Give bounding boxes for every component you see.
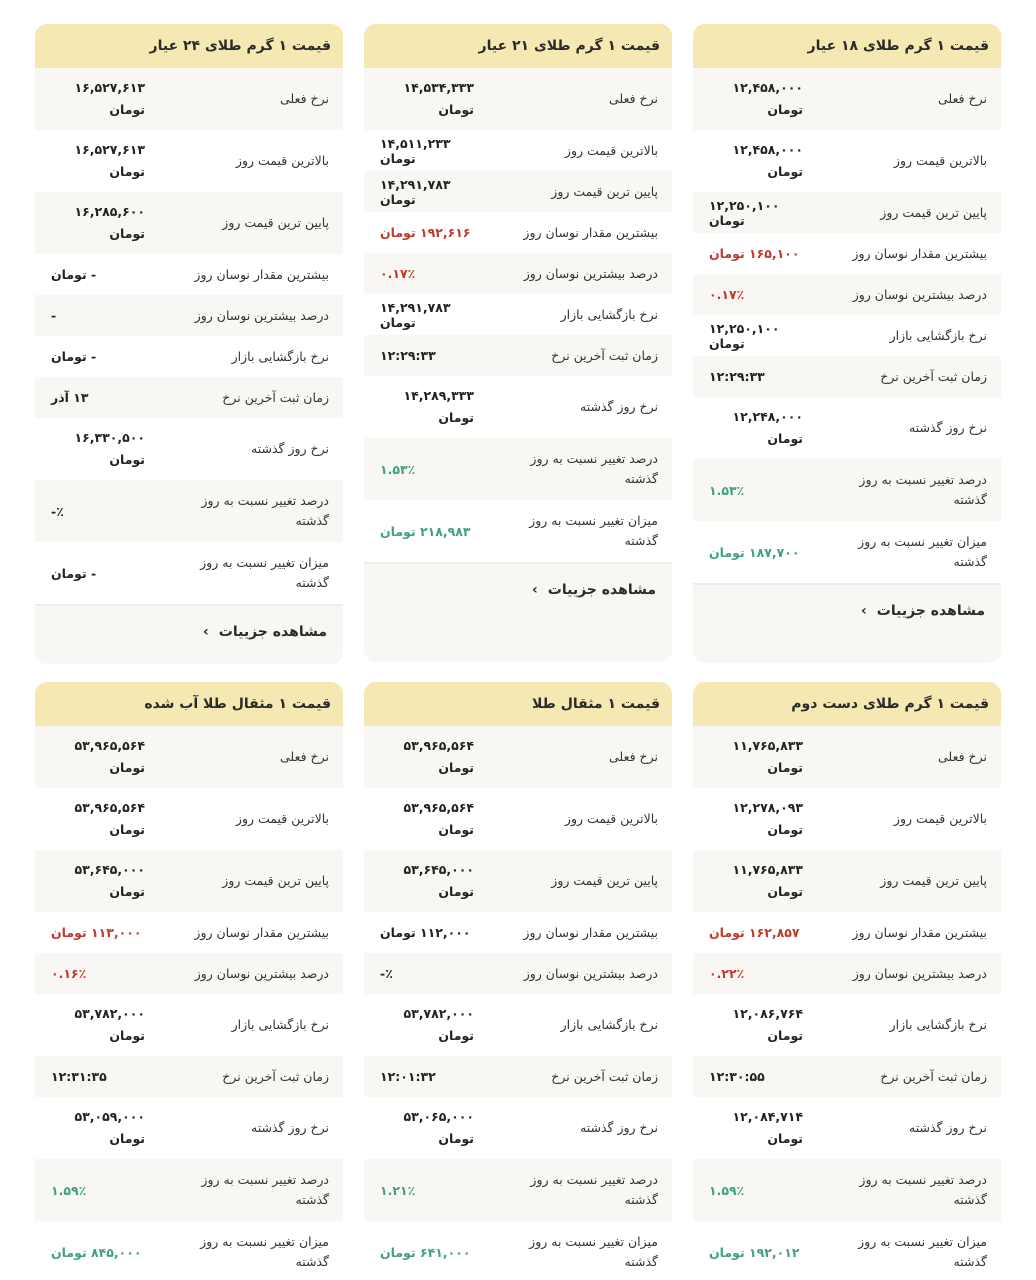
row-label: بالاترین قیمت روز — [564, 142, 658, 158]
row-value — [693, 1106, 803, 1150]
row-current — [35, 726, 343, 788]
row-value: ۱.۵۹٪ — [51, 1182, 87, 1198]
row-label: بیشترین مقدار نوسان روز — [194, 266, 329, 282]
value-number: ۱۲,۴۵۸,۰۰۰ — [732, 142, 803, 157]
row-last-time — [364, 1056, 672, 1097]
row-value — [35, 139, 145, 183]
row-value: ۱۲,۲۵۰,۱۰۰ تومان — [709, 320, 780, 351]
row-value — [364, 735, 474, 779]
row-value: ۸۴۵,۰۰۰ تومان — [51, 1244, 142, 1260]
row-label: بیشترین مقدار نوسان روز — [852, 245, 987, 261]
row-change-pct — [35, 480, 343, 542]
row-value: ۰.۱۷٪ — [709, 287, 745, 302]
value-number: ۵۳,۹۶۵,۵۶۴ — [403, 800, 474, 815]
row-label: درصد بیشترین نوسان روز — [194, 307, 329, 323]
card-title: قیمت ۱ گرم طلای دست دوم — [693, 682, 1001, 726]
row-change-pct — [35, 1159, 343, 1221]
row-label: نرخ بازگشایی بازار — [231, 1017, 329, 1032]
row-max-swing-pct — [35, 295, 343, 336]
details-label[interactable]: مشاهده جزییات — [547, 582, 656, 598]
value-number: ۱۶,۵۲۷,۶۱۳ — [74, 80, 145, 95]
row-value: ۱۱۳,۰۰۰ تومان — [51, 925, 142, 940]
value-unit: تومان — [438, 884, 474, 899]
row-value: - — [51, 308, 57, 323]
row-high — [364, 130, 672, 171]
row-change-pct — [364, 1159, 672, 1221]
row-value: ۰.۲۲٪ — [709, 966, 745, 981]
row-low — [693, 192, 1001, 233]
row-low — [364, 171, 672, 212]
value-number: ۵۳,۷۸۲,۰۰۰ — [403, 1006, 474, 1021]
row-label: نرخ بازگشایی بازار — [231, 348, 329, 364]
row-current — [364, 726, 672, 788]
row-label: نرخ روز گذشته — [909, 1120, 987, 1135]
row-label: زمان ثبت آخرین نرخ — [551, 1068, 658, 1084]
row-prev — [35, 1097, 343, 1159]
row-label: بیشترین مقدار نوسان روز — [194, 924, 329, 940]
row-low — [364, 850, 672, 912]
row-value: - تومان — [51, 349, 97, 364]
value-number: ۱۲,۰۸۶,۷۶۴ — [732, 1006, 803, 1021]
row-value — [693, 735, 803, 779]
value-unit: تومان — [438, 822, 474, 837]
row-value — [35, 427, 145, 471]
row-value: ۲۱۸,۹۸۳ تومان — [380, 523, 471, 539]
row-value — [364, 859, 474, 903]
details-link[interactable] — [35, 604, 343, 664]
row-value: - تومان — [51, 565, 97, 581]
row-value — [693, 406, 803, 450]
row-value — [364, 1003, 474, 1047]
row-label: درصد بیشترین نوسان روز — [852, 286, 987, 302]
value-unit: تومان — [767, 102, 803, 117]
row-value: ۱۶۲,۸۵۷ تومان — [709, 925, 800, 940]
value-unit: تومان — [438, 102, 474, 117]
row-open — [693, 315, 1001, 356]
value-unit: تومان — [109, 760, 145, 775]
row-high — [693, 788, 1001, 850]
row-value: ۱۶۵,۱۰۰ تومان — [709, 246, 800, 261]
row-current — [693, 726, 1001, 788]
row-change-pct — [693, 459, 1001, 521]
card-title: قیمت ۱ مثقال طلا آب شده — [35, 682, 343, 726]
row-label: پایین ترین قیمت روز — [222, 873, 329, 888]
row-low — [35, 192, 343, 254]
row-value — [364, 385, 474, 429]
value-number: ۵۳,۰۵۹,۰۰۰ — [74, 1109, 145, 1124]
row-prev — [364, 1097, 672, 1159]
row-value — [364, 797, 474, 841]
chevron-left-icon: › — [203, 624, 209, 640]
row-label: نرخ فعلی — [609, 749, 658, 764]
row-prev — [693, 1097, 1001, 1159]
value-number: ۵۳,۹۶۵,۵۶۴ — [403, 738, 474, 753]
row-high — [35, 788, 343, 850]
value-number: ۵۳,۰۶۵,۰۰۰ — [403, 1109, 474, 1124]
row-label: زمان ثبت آخرین نرخ — [880, 1068, 987, 1084]
card-title: قیمت ۱ گرم طلای ۱۸ عیار — [693, 24, 1001, 68]
row-label: بالاترین قیمت روز — [893, 153, 987, 168]
row-current — [35, 68, 343, 130]
row-max-swing-pct — [364, 253, 672, 294]
value-number: ۱۱,۷۶۵,۸۳۳ — [732, 862, 803, 877]
row-label: پایین ترین قیمت روز — [880, 204, 987, 220]
row-value: ۱۲:۲۹:۳۳ — [380, 348, 436, 363]
row-label: درصد بیشترین نوسان روز — [523, 965, 658, 981]
row-value: ۱۴,۲۹۱,۷۸۳ تومان — [380, 176, 451, 207]
value-number: ۱۶,۵۲۷,۶۱۳ — [74, 142, 145, 157]
row-max-swing-pct — [35, 953, 343, 994]
row-label: نرخ فعلی — [280, 91, 329, 106]
value-number: ۵۳,۷۸۲,۰۰۰ — [74, 1006, 145, 1021]
value-number: ۱۶,۳۳۰,۵۰۰ — [74, 430, 145, 445]
card-title: قیمت ۱ گرم طلای ۲۴ عیار — [35, 24, 343, 68]
value-number: ۱۲,۴۵۸,۰۰۰ — [732, 80, 803, 95]
value-number: ۵۳,۶۴۵,۰۰۰ — [403, 862, 474, 877]
row-open — [35, 336, 343, 377]
row-value — [693, 797, 803, 841]
row-label: نرخ بازگشایی بازار — [889, 1017, 987, 1032]
row-label: میزان تغییر نسبت به روز گذشته — [529, 1234, 658, 1269]
details-label[interactable]: مشاهده جزییات — [218, 624, 327, 640]
row-low — [693, 850, 1001, 912]
card-gold-24k — [35, 24, 343, 664]
row-label: میزان تغییر نسبت به روز گذشته — [200, 1234, 329, 1269]
row-change-pct — [364, 438, 672, 500]
value-unit: تومان — [109, 164, 145, 179]
row-label: میزان تغییر نسبت به روز گذشته — [858, 534, 987, 569]
card-gold-mesghal — [364, 682, 672, 1280]
row-label: درصد بیشترین نوسان روز — [523, 265, 658, 281]
row-max-swing-pct — [693, 953, 1001, 994]
chevron-left-icon: › — [861, 603, 867, 619]
row-value — [35, 735, 145, 779]
row-label: نرخ فعلی — [609, 91, 658, 106]
row-prev — [364, 376, 672, 438]
card-gold-21k — [364, 24, 672, 662]
row-last-time — [364, 335, 672, 376]
row-value: ۱.۵۹٪ — [709, 1182, 745, 1198]
row-open — [364, 994, 672, 1056]
row-value: ۱۲:۰۱:۳۲ — [380, 1069, 436, 1084]
details-link[interactable] — [364, 562, 672, 662]
row-value: ۱۱۲,۰۰۰ تومان — [380, 925, 471, 940]
row-max-swing — [35, 254, 343, 295]
value-unit: تومان — [109, 226, 145, 241]
value-number: ۱۱,۷۶۵,۸۳۳ — [732, 738, 803, 753]
row-value: ۱۲,۲۵۰,۱۰۰ تومان — [709, 197, 780, 228]
row-low — [35, 850, 343, 912]
row-label: نرخ فعلی — [938, 749, 987, 764]
value-unit: تومان — [109, 102, 145, 117]
row-value — [364, 1106, 474, 1150]
row-value: ۱.۲۱٪ — [380, 1182, 416, 1198]
row-value: ۱.۵۳٪ — [380, 461, 416, 477]
details-link[interactable] — [693, 583, 1001, 663]
chevron-left-icon: › — [532, 582, 538, 598]
row-value: ۱۲:۲۹:۳۳ — [709, 369, 765, 384]
row-label: پایین ترین قیمت روز — [880, 873, 987, 888]
row-value: ۱۸۷,۷۰۰ تومان — [709, 544, 800, 560]
row-label: بالاترین قیمت روز — [564, 811, 658, 826]
row-value: ۱۹۲,۰۱۲ تومان — [709, 1244, 800, 1260]
row-change-amt — [35, 1221, 343, 1280]
row-value: ۱۹۲,۶۱۶ تومان — [380, 225, 471, 240]
row-label: زمان ثبت آخرین نرخ — [880, 368, 987, 384]
row-label: بیشترین مقدار نوسان روز — [852, 924, 987, 940]
row-change-pct — [693, 1159, 1001, 1221]
row-value: ۰.۱۶٪ — [51, 966, 87, 981]
row-value: ۱۳ آذر — [51, 390, 89, 405]
row-label: نرخ روز گذشته — [251, 441, 329, 456]
value-unit: تومان — [109, 1028, 145, 1043]
value-unit: تومان — [109, 1131, 145, 1146]
row-label: نرخ روز گذشته — [580, 399, 658, 414]
row-label: نرخ روز گذشته — [251, 1120, 329, 1135]
row-change-amt — [693, 1221, 1001, 1280]
row-label: بالاترین قیمت روز — [893, 811, 987, 826]
value-number: ۱۲,۰۸۴,۷۱۴ — [732, 1109, 803, 1124]
card-title: قیمت ۱ مثقال طلا — [364, 682, 672, 726]
row-label: زمان ثبت آخرین نرخ — [551, 347, 658, 363]
value-number: ۱۴,۵۳۴,۳۳۳ — [403, 80, 474, 95]
value-unit: تومان — [767, 431, 803, 446]
row-label: درصد تغییر نسبت به روز گذشته — [859, 1172, 987, 1207]
details-label[interactable]: مشاهده جزییات — [876, 603, 985, 619]
row-max-swing — [693, 233, 1001, 274]
row-last-time — [693, 1056, 1001, 1097]
row-label: بیشترین مقدار نوسان روز — [523, 224, 658, 240]
row-last-time — [693, 356, 1001, 397]
row-label: میزان تغییر نسبت به روز گذشته — [200, 555, 329, 590]
card-gold-18k — [693, 24, 1001, 663]
row-label: پایین ترین قیمت روز — [551, 873, 658, 888]
row-value: ۶۴۱,۰۰۰ تومان — [380, 1244, 471, 1260]
row-value: ۱.۵۳٪ — [709, 482, 745, 498]
row-value — [35, 201, 145, 245]
row-last-time — [35, 377, 343, 418]
row-label: نرخ فعلی — [280, 749, 329, 764]
row-value: ۱۴,۵۱۱,۲۳۳ تومان — [380, 135, 451, 166]
row-max-swing-pct — [364, 953, 672, 994]
row-last-time — [35, 1056, 343, 1097]
row-label: نرخ فعلی — [938, 91, 987, 106]
row-value — [693, 139, 803, 183]
row-label: بالاترین قیمت روز — [235, 811, 329, 826]
value-unit: تومان — [767, 1028, 803, 1043]
value-number: ۱۶,۲۸۵,۶۰۰ — [74, 204, 145, 219]
value-unit: تومان — [767, 822, 803, 837]
row-label: میزان تغییر نسبت به روز گذشته — [858, 1234, 987, 1269]
row-change-amt — [364, 1221, 672, 1280]
row-value — [35, 1106, 145, 1150]
row-value: ۱۴,۲۹۱,۷۸۳ تومان — [380, 299, 451, 330]
row-max-swing — [35, 912, 343, 953]
value-number: ۵۳,۶۴۵,۰۰۰ — [74, 862, 145, 877]
row-label: زمان ثبت آخرین نرخ — [222, 389, 329, 405]
value-unit: تومان — [109, 452, 145, 467]
row-value: ۰.۱۷٪ — [380, 266, 416, 281]
row-max-swing — [364, 912, 672, 953]
row-change-amt — [364, 500, 672, 562]
card-gold-second-hand — [693, 682, 1001, 1280]
value-unit: تومان — [767, 164, 803, 179]
row-label: درصد بیشترین نوسان روز — [852, 965, 987, 981]
row-label: میزان تغییر نسبت به روز گذشته — [529, 513, 658, 548]
row-high — [693, 130, 1001, 192]
value-number: ۵۳,۹۶۵,۵۶۴ — [74, 738, 145, 753]
row-prev — [693, 397, 1001, 459]
row-value — [693, 77, 803, 121]
row-high — [364, 788, 672, 850]
value-unit: تومان — [438, 1028, 474, 1043]
row-open — [693, 994, 1001, 1056]
row-label: نرخ روز گذشته — [580, 1120, 658, 1135]
row-label: درصد تغییر نسبت به روز گذشته — [530, 1172, 658, 1207]
row-label: بالاترین قیمت روز — [235, 153, 329, 168]
row-label: درصد بیشترین نوسان روز — [194, 965, 329, 981]
row-label: پایین ترین قیمت روز — [551, 183, 658, 199]
row-value — [35, 859, 145, 903]
row-label: نرخ بازگشایی بازار — [560, 1017, 658, 1032]
row-label: درصد تغییر نسبت به روز گذشته — [201, 493, 329, 528]
value-number: ۱۲,۲۷۸,۰۹۳ — [732, 800, 803, 815]
value-unit: تومان — [438, 410, 474, 425]
row-change-amt — [693, 521, 1001, 583]
row-label: نرخ بازگشایی بازار — [560, 306, 658, 322]
row-max-swing-pct — [693, 274, 1001, 315]
row-value: - تومان — [51, 267, 97, 282]
row-value — [35, 797, 145, 841]
value-number: ۵۳,۹۶۵,۵۶۴ — [74, 800, 145, 815]
row-value — [35, 77, 145, 121]
row-label: درصد تغییر نسبت به روز گذشته — [859, 472, 987, 507]
row-open — [35, 994, 343, 1056]
row-value — [35, 1003, 145, 1047]
row-change-amt — [35, 542, 343, 604]
row-value: ٪- — [380, 966, 393, 981]
row-current — [364, 68, 672, 130]
row-value — [364, 77, 474, 121]
row-high — [35, 130, 343, 192]
value-unit: تومان — [438, 760, 474, 775]
value-unit: تومان — [109, 884, 145, 899]
value-unit: تومان — [767, 1131, 803, 1146]
row-prev — [35, 418, 343, 480]
row-value — [693, 1003, 803, 1047]
value-number: ۱۴,۲۸۹,۳۳۳ — [403, 388, 474, 403]
row-label: نرخ روز گذشته — [909, 420, 987, 435]
row-label: بیشترین مقدار نوسان روز — [523, 924, 658, 940]
row-max-swing — [693, 912, 1001, 953]
row-value: ۱۲:۳۱:۳۵ — [51, 1069, 107, 1084]
row-value: ٪- — [51, 503, 64, 519]
row-label: درصد تغییر نسبت به روز گذشته — [530, 451, 658, 486]
card-gold-melted-mesghal — [35, 682, 343, 1280]
card-title: قیمت ۱ گرم طلای ۲۱ عیار — [364, 24, 672, 68]
row-max-swing — [364, 212, 672, 253]
row-value: ۱۲:۳۰:۵۵ — [709, 1069, 765, 1084]
row-label: زمان ثبت آخرین نرخ — [222, 1068, 329, 1084]
row-current — [693, 68, 1001, 130]
value-number: ۱۲,۲۴۸,۰۰۰ — [732, 409, 803, 424]
row-label: پایین ترین قیمت روز — [222, 215, 329, 230]
value-unit: تومان — [767, 884, 803, 899]
row-value — [693, 859, 803, 903]
value-unit: تومان — [438, 1131, 474, 1146]
value-unit: تومان — [767, 760, 803, 775]
row-label: درصد تغییر نسبت به روز گذشته — [201, 1172, 329, 1207]
value-unit: تومان — [109, 822, 145, 837]
row-open — [364, 294, 672, 335]
row-label: نرخ بازگشایی بازار — [889, 327, 987, 343]
